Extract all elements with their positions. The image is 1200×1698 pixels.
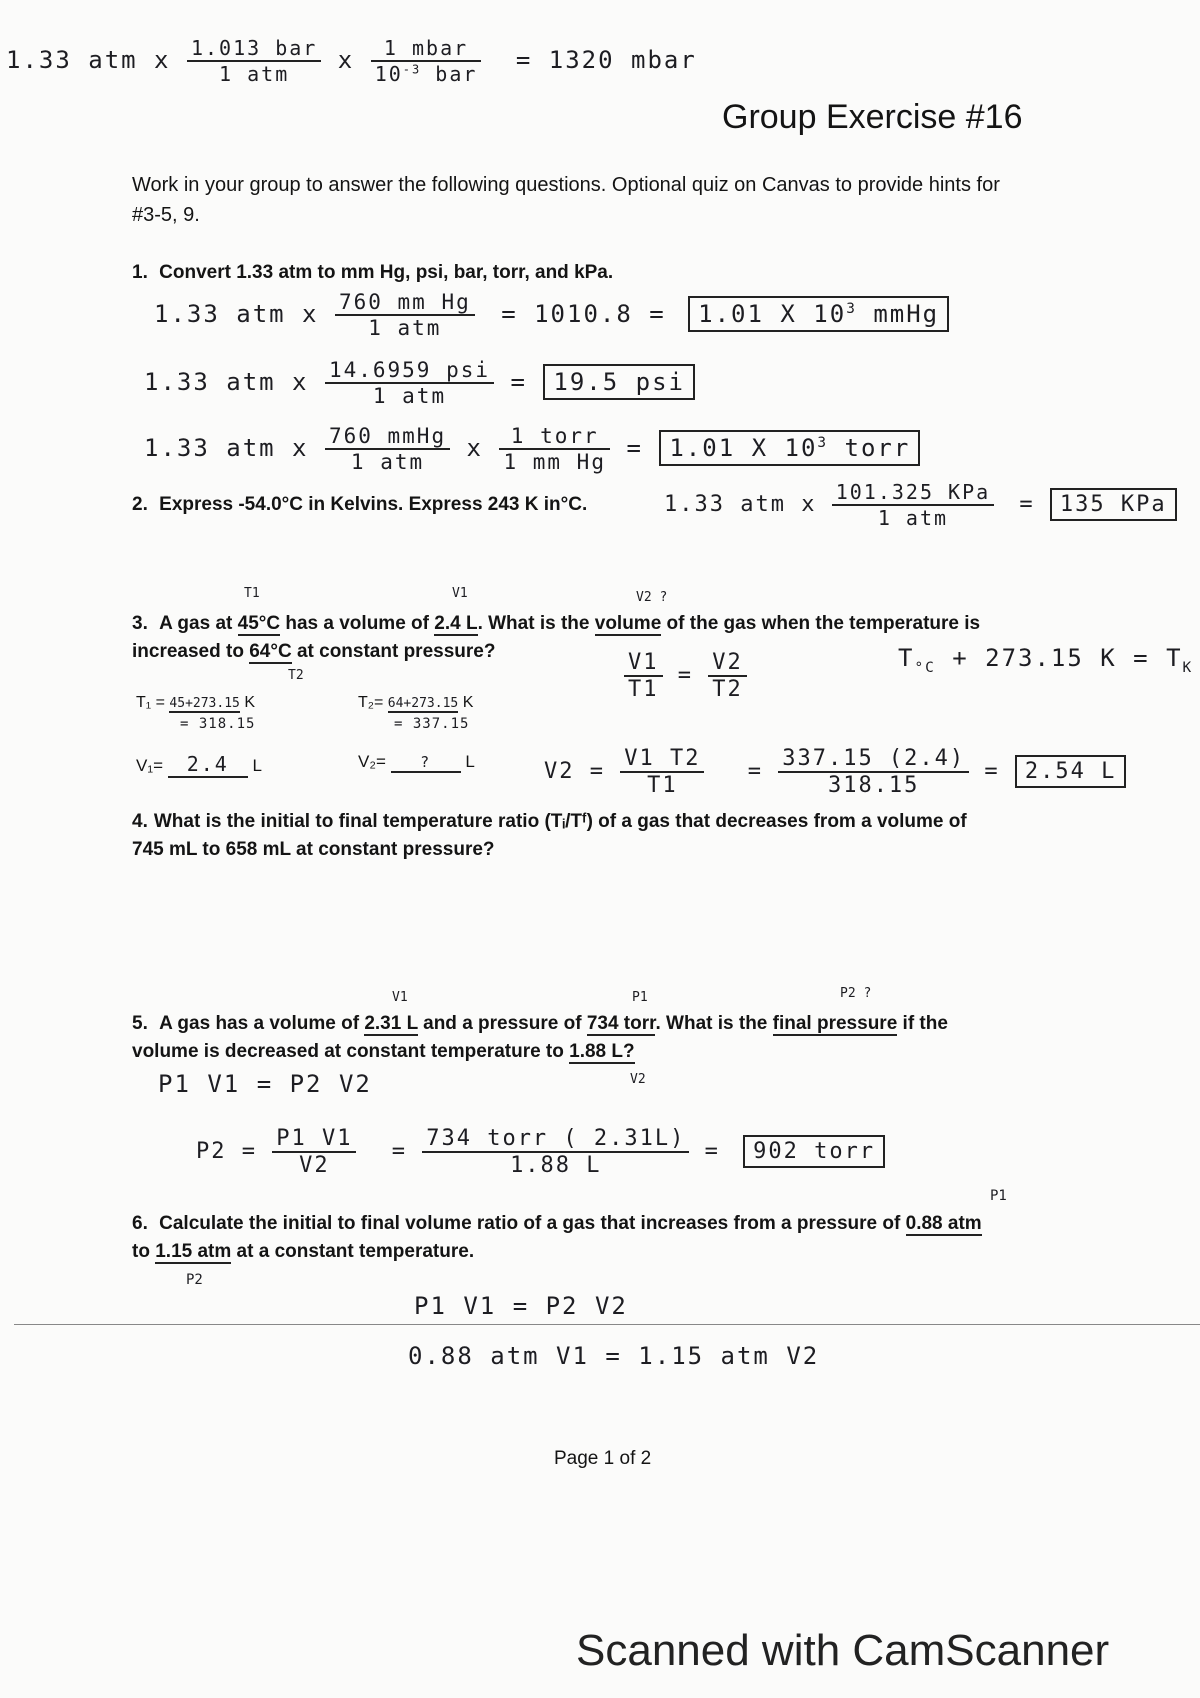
q3-v1-field: V₁= 2.4 L — [136, 752, 262, 776]
q1-torr-work: 1.33 atm x $\frac{\text{760 mmHg}}{\text{1 atm}}$ x $\frac{\text{1 torr}}{\text{1 mm Hg}}$ = 1.01 X $10^3$ torr — [144, 424, 920, 474]
q6-label-p1: P1 — [990, 1188, 1007, 1204]
note-result: = 1320 mbar — [515, 46, 697, 74]
top-conversion-note: 1.33 atm x $\frac{\text{1.013 bar}}{\text{1 atm}}$ x $\frac{\text{1 mbar}}{10^{-3} bar}$ = 1320 mbar — [6, 36, 697, 86]
q3-label-v2: V2 ? — [636, 590, 668, 605]
q3-answer: 2.54 L — [1015, 755, 1126, 788]
question-4: 4. What is the initial to final temperature ratio (Tᵢ/Tᶠ) of a gas that decreases from a volume of 745 mL to 658 mL at constant pressure? — [132, 811, 967, 860]
q1-torr-answer: 1.01 X $10^3$ torr — [659, 430, 920, 466]
q5-label-v1: V1 — [392, 990, 408, 1005]
q5-answer: 902 torr — [743, 1135, 885, 1168]
note-start: 1.33 atm — [6, 46, 138, 74]
question-3: 3. A gas at 45°C has a volume of 2.4 L. What is the volume of the gas when the temperature is increased to 64°C at constant pressure? — [132, 613, 981, 662]
page-title: Group Exercise #16 — [722, 98, 1023, 136]
q6-divider — [14, 1324, 1200, 1325]
q3-kelvin-conversion: $T_{^\circ C} + 273.15$ $K = T_K$ — [898, 644, 1194, 676]
q3-t2-field: T₂= 64+273.15 K — [358, 694, 474, 711]
q5-label-p1: P1 — [632, 990, 648, 1005]
q5-label-p2: P2 ? — [840, 986, 872, 1001]
q1-psi-work: 1.33 atm x $\frac{\text{14.6959 psi}}{\text{1 atm}}$ = 19.5 psi — [144, 358, 695, 408]
q3-t2-value: = 337.15 — [394, 716, 470, 732]
scanner-watermark: Scanned with CamScanner — [576, 1626, 1110, 1675]
note-fraction-1: $\frac{\text{1.013 bar}}{\text{1 atm}}$ — [187, 36, 321, 86]
page-number: Page 1 of 2 — [554, 1448, 652, 1469]
note-fraction-2: $\frac{\text{1 mbar}}{10^{-3} bar}$ — [371, 36, 482, 86]
q3-charles-law: $\frac{V1}{T1}$ = $\frac{V2}{T2}$ — [624, 650, 747, 702]
question-5: 5. A gas has a volume of 2.31 L and a pressure of 734 torr. What is the final pressure if the volume is decreased at constant temperature to 1.88 L? — [132, 1013, 948, 1062]
q6-label-p2: P2 — [186, 1272, 203, 1288]
q1-mmhg-work: 1.33 atm x $\frac{\text{760 mm Hg}}{\text{1 atm}}$ = 1010.8 = 1.01 X $10^3$ mmHg — [154, 290, 949, 340]
question-6: 6. Calculate the initial to final volume ratio of a gas that increases from a pressure of 0.88 atm to 1.15 atm at a constant temperature. — [132, 1213, 982, 1262]
q1-kpa-answer: 135 KPa — [1050, 488, 1177, 521]
q3-label-v1: V1 — [452, 586, 468, 601]
q3-v2-field: V₂= ? L — [358, 752, 475, 771]
q1-psi-answer: 19.5 psi — [543, 364, 695, 400]
question-2: 2. Express -54.0°C in Kelvins. Express 243 K in°C. — [132, 494, 588, 515]
q5-calculation: P2 = $\frac{P1 V1}{V2}$ = $\frac{\text{734 torr ( 2.31L)}}{1.88 L}$ = 902 torr — [196, 1126, 885, 1178]
q5-label-v2: V2 — [630, 1072, 646, 1087]
q3-t1-field: T₁ = 45+273.15 K — [136, 694, 255, 711]
q3-calculation: V2 = $\frac{V1 T2}{T1}$ = $\frac{337.15 (2.4)}{318.15}$ = 2.54 L — [544, 746, 1126, 798]
q3-label-t2: T2 — [288, 668, 304, 683]
q3-t1-value: = 318.15 — [180, 716, 256, 732]
q1-mmhg-answer: 1.01 X $10^3$ mmHg — [688, 296, 949, 332]
q5-boyles-law: P1 V1 = P2 V2 — [158, 1070, 372, 1098]
instructions: Work in your group to answer the following questions. Optional quiz on Canvas to provide hints for #3-5, 9. — [132, 174, 1000, 226]
q3-label-t1: T1 — [244, 586, 260, 601]
q6-boyles-law: P1 V1 = P2 V2 — [414, 1292, 628, 1320]
question-1: 1. Convert 1.33 atm to mm Hg, psi, bar, torr, and kPa. — [132, 262, 614, 283]
q1-kpa-work: 1.33 atm x $\frac{\text{101.325 KPa}}{\text{1 atm}}$ = 135 KPa — [664, 480, 1177, 530]
q6-substitution: 0.88 atm V1 = 1.15 atm V2 — [408, 1342, 820, 1370]
